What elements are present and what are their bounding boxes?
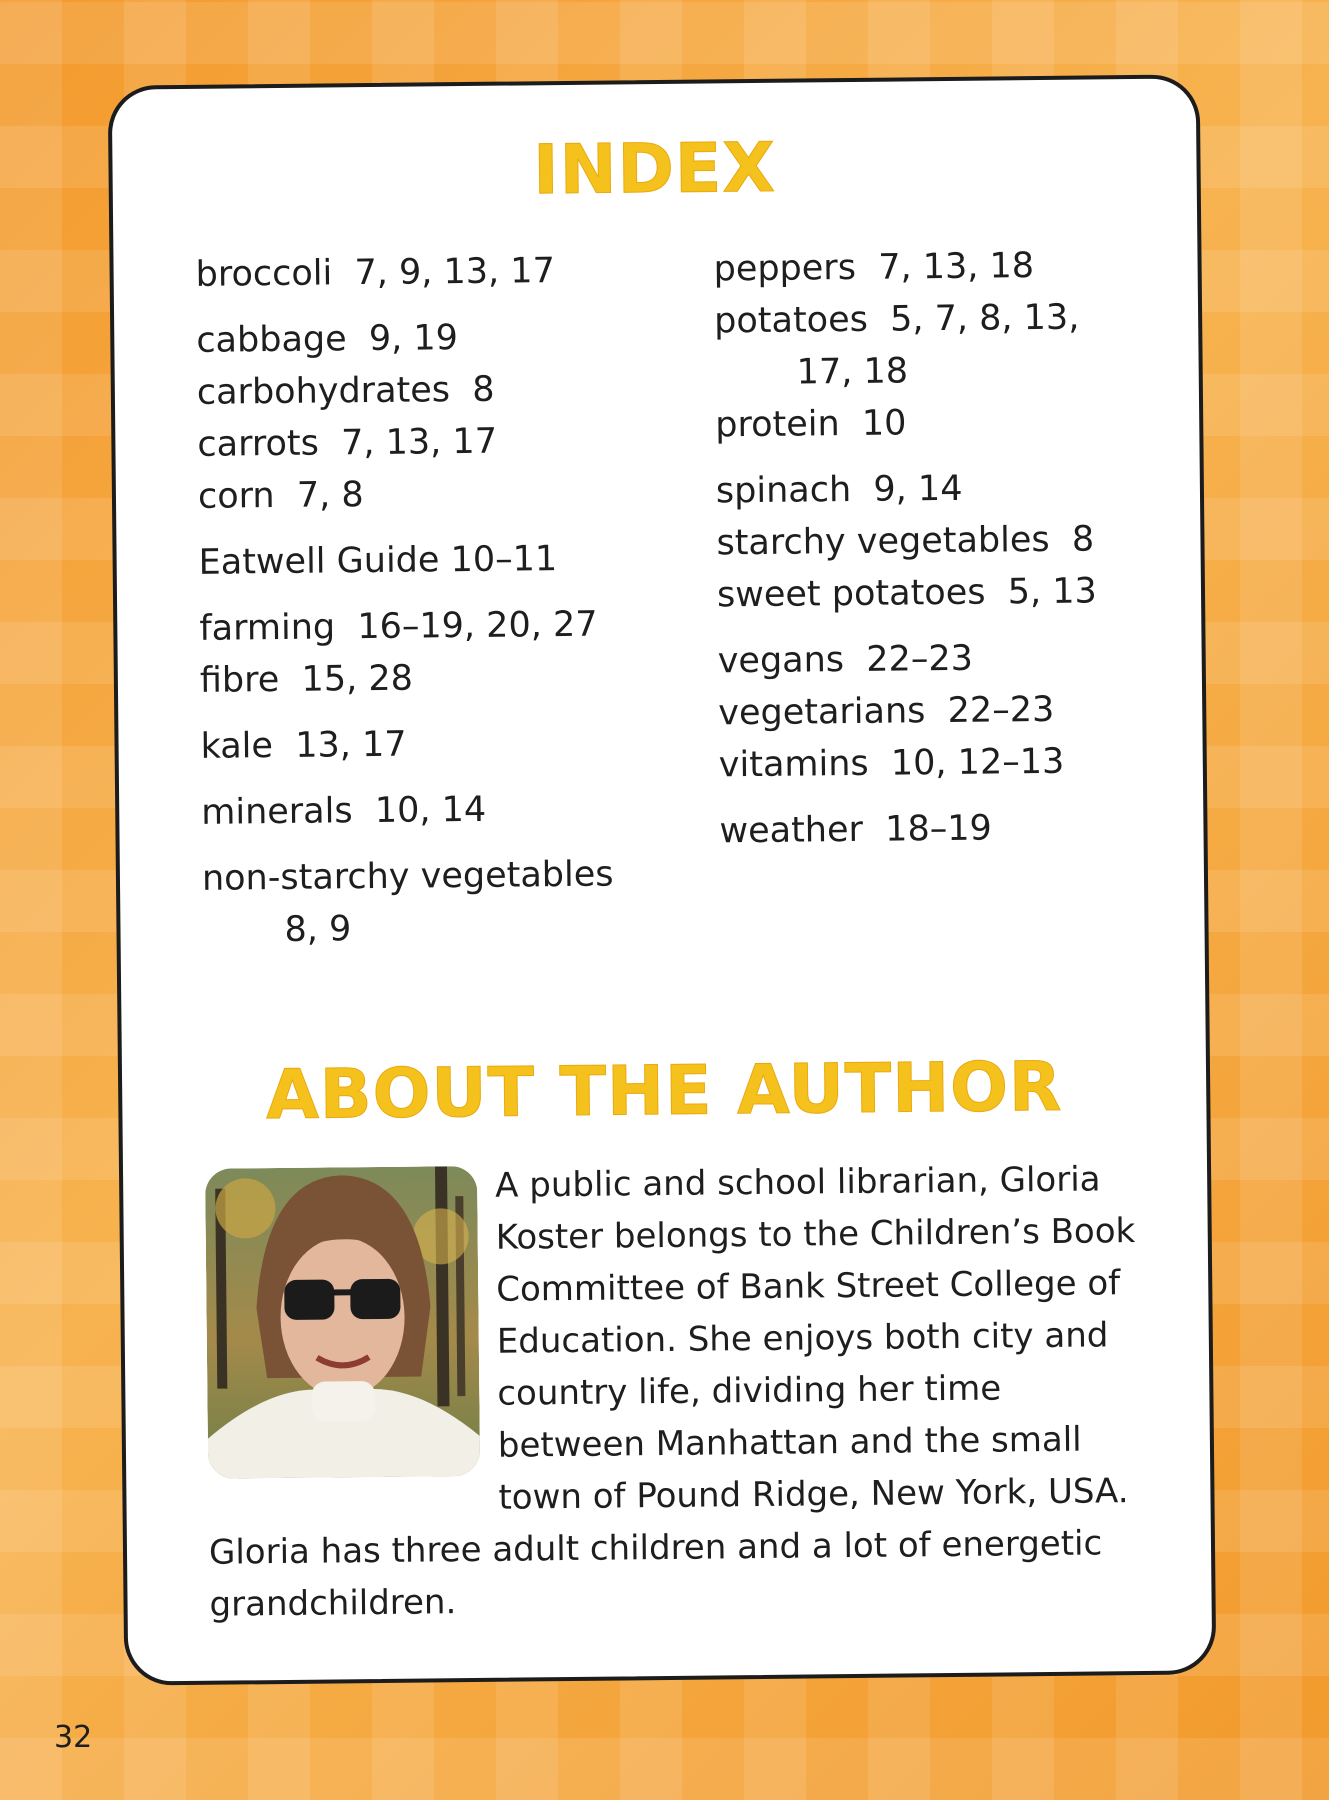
index-entry: cabbage 9, 19	[196, 318, 459, 361]
index-entry: vegetarians 22–23	[718, 689, 1055, 734]
index-entry: minerals 10, 14	[201, 789, 487, 833]
content-card	[108, 74, 1217, 1685]
index-entry: starchy vegetables 8	[716, 519, 1095, 564]
index-entry: fibre 15, 28	[199, 658, 414, 701]
index-entry: Eatwell Guide 10–11	[198, 539, 558, 583]
index-entry: non-starchy vegetables 8, 9	[201, 854, 614, 950]
index-entry: sweet potatoes 5, 13	[716, 571, 1098, 616]
index-entry: peppers 7, 13, 18	[713, 246, 1035, 290]
about-author-title: ABOUT THE AUTHOR	[265, 1047, 1063, 1136]
index-entry: potatoes 5, 7, 8, 13, 17, 18	[713, 297, 1080, 393]
index-right-column	[713, 239, 1139, 857]
index-entry: vitamins 10, 12–13	[718, 741, 1065, 786]
page-number: 32	[54, 1720, 93, 1755]
index-entry: vegans 22–23	[717, 638, 974, 682]
index-entry: broccoli 7, 9, 13, 17	[195, 251, 556, 295]
index-entry: weather 18–19	[719, 808, 992, 852]
author-bio: A public and school librarian, Gloria Koster belongs to the Children’s Book Committee of Bank Street College of Education. She enjoys both city and country life, dividing her time between Manhattan and the small town of Pound Ridge, New York, USA. Gloria has three adult children and a lot of energetic grandchildren.	[208, 1159, 1136, 1625]
index-entry: spinach 9, 14	[715, 468, 963, 512]
index-left-column	[195, 244, 682, 957]
index-entry: protein 10	[715, 403, 907, 446]
index-entry: carrots 7, 13, 17	[197, 421, 498, 465]
index-entry: farming 16–19, 20, 27	[199, 604, 598, 649]
index-entry: carbohydrates 8	[196, 369, 495, 413]
index-entry: kale 13, 17	[200, 724, 407, 767]
index-title: INDEX	[532, 128, 777, 211]
index-entry: corn 7, 8	[197, 475, 364, 517]
